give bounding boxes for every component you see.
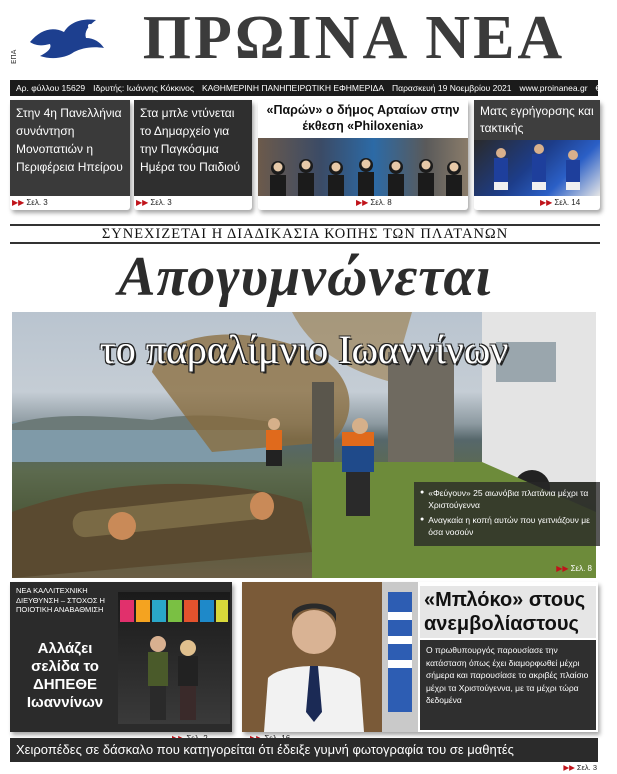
story-headline: Αλλάζει σελίδα το ΔΗΠΕΘΕ Ιωαννίνων bbox=[26, 640, 104, 711]
bullet-icon: ● bbox=[420, 516, 425, 523]
page-reference: ▶▶ Σελ. 3 bbox=[134, 196, 172, 210]
website-link[interactable]: www.proinanea.gr bbox=[519, 83, 588, 93]
arrow-icon: ▶▶ bbox=[356, 198, 369, 207]
teaser-blue-city-hall[interactable] bbox=[134, 100, 252, 210]
teaser-text: Ματς εγρήγορσης και τακτικής bbox=[474, 100, 600, 140]
theatre-photo bbox=[118, 592, 230, 724]
arrow-icon: ▶▶ bbox=[540, 198, 553, 207]
arrow-icon: ▶▶ bbox=[136, 198, 149, 207]
teaser-philoxenia[interactable] bbox=[258, 100, 468, 210]
newspaper-title: ΠΡΩΙΝΑ ΝΕΑ bbox=[142, 4, 566, 72]
tagline: ΚΑΘΗΜΕΡΙΝΗ ΠΑΝΗΠΕΙΡΩΤΙΚΗ ΕΦΗΜΕΡΙΔΑ bbox=[201, 83, 385, 93]
story-headline: «Μπλόκο» στους ανεμβολίαστους bbox=[420, 586, 596, 638]
top-teasers bbox=[10, 100, 600, 218]
masthead-info-bar bbox=[10, 80, 617, 96]
main-subheadline: το παραλίμνιο Ιωαννίνων bbox=[99, 327, 509, 372]
prime-minister-photo bbox=[242, 582, 418, 732]
teaser-hiking-trails[interactable] bbox=[10, 100, 130, 210]
masthead bbox=[0, 0, 617, 93]
price: €0,50 bbox=[595, 83, 617, 93]
main-headline[interactable]: Απογυμνώνεται bbox=[118, 246, 492, 308]
main-story-bullets bbox=[414, 482, 600, 546]
bullet-item: ● Αναγκαία η κοπή αυτών που γειτνιάζουν με όσα νοσούν bbox=[420, 515, 590, 537]
teaser-text: Στα μπλε ντύνεται το Δημαρχείο για την Παγκόσμια Ημέρα του Παιδιού bbox=[134, 100, 252, 196]
main-story-kicker: ΣΥΝΕΧΙΖΕΤΑΙ Η ΔΙΑΔΙΚΑΣΙΑ ΚΟΠΗΣ ΤΩΝ ΠΛΑΤΑΝΩΝ bbox=[10, 224, 600, 244]
teaser-text: Στην 4η Πανελλήνια συνάντηση Μονοπατιών η Περιφέρεια Ηπείρου bbox=[10, 100, 130, 196]
bullet-icon: ● bbox=[420, 489, 425, 496]
football-photo bbox=[474, 140, 600, 196]
issue-number: Αρ. φύλλου 15629 bbox=[16, 83, 86, 93]
page-reference: ▶▶ Σελ. 8 bbox=[354, 196, 392, 210]
bottom-story-headline[interactable]: Χειροπέδες σε δάσκαλο που κατηγορείται ότι έδειξε γυμνή φωτογραφία του σε μαθητές bbox=[10, 738, 598, 762]
arrow-icon: ▶▶ bbox=[556, 564, 569, 573]
founder: Ιδρυτής: Ιωάννης Κόκκινος bbox=[93, 83, 194, 93]
issue-date: Παρασκευή 19 Νοεμβρίου 2021 bbox=[392, 83, 512, 93]
teaser-match[interactable] bbox=[474, 100, 600, 210]
story-body: Ο πρωθυπουργός παρουσίασε την κατάσταση όπως έχει διαμορφωθεί μέχρι σήμερα και παρουσίασε το ακριβές πλαίσιο μέχρι τα Χριστούγεννα, με τα μέχρι τώρα δεδομένα bbox=[420, 640, 596, 730]
page-reference: ▶▶ Σελ. 3 bbox=[563, 763, 597, 772]
eagle-logo-icon bbox=[26, 12, 106, 66]
logo-vertical-text: ΕΠΑ bbox=[10, 49, 18, 64]
page-reference: ▶▶ Σελ. 14 bbox=[538, 196, 580, 210]
teaser-text: «Παρών» ο δήμος Αρταίων στην έκθεση «Philoxenia» bbox=[258, 100, 468, 138]
arrow-icon: ▶▶ bbox=[563, 763, 575, 772]
newspaper-logo bbox=[10, 10, 100, 68]
story-unvaccinated[interactable] bbox=[242, 582, 598, 732]
arrow-icon: ▶▶ bbox=[12, 198, 25, 207]
story-theatre[interactable] bbox=[10, 582, 232, 732]
story-kicker: ΝΕΑ ΚΑΛΛΙΤΕΧΝΙΚΗ ΔΙΕΥΘΥΝΣΗ – ΣΤΟΧΟΣ Η ΠΟΙΟΤΙΚΗ ΑΝΑΒΑΘΜΙΣΗ bbox=[16, 586, 105, 614]
bullet-item: ● «Φεύγουν» 25 αιωνόβια πλατάνια μέχρι τα Χριστούγεννα bbox=[420, 488, 589, 510]
page-reference: ▶▶ Σελ. 8 bbox=[554, 562, 592, 576]
group-photo bbox=[258, 138, 468, 196]
main-story-photo[interactable] bbox=[12, 312, 596, 578]
page-reference: ▶▶ Σελ. 3 bbox=[10, 196, 48, 210]
